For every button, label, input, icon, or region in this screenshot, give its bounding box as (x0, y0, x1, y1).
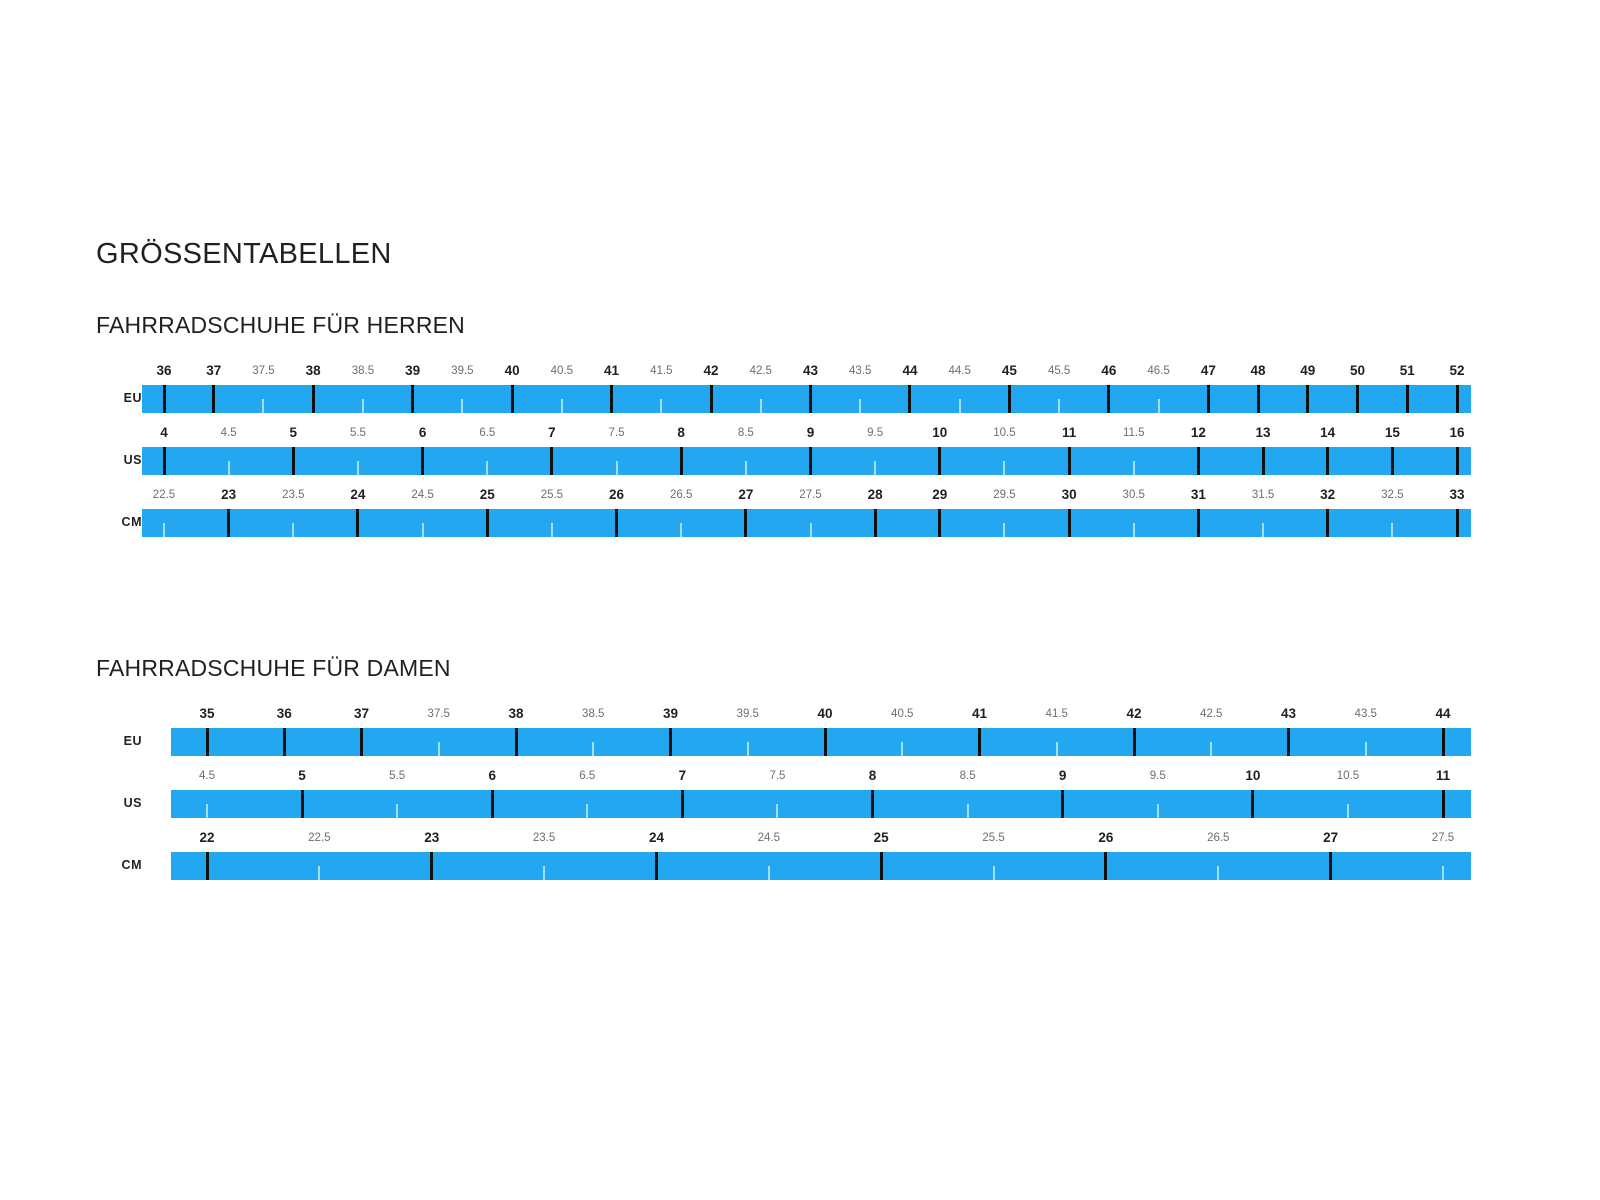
scale-tick-major (1356, 385, 1359, 413)
scale-tick-minor (561, 399, 563, 413)
scale-tick-major (1326, 447, 1329, 475)
scale-row-us (96, 425, 1516, 487)
scale-tick-label: 27 (738, 487, 754, 502)
scale-tick-major (1207, 385, 1210, 413)
scale-tick-label: 12 (1190, 425, 1206, 440)
scale-tick-minor (228, 461, 230, 475)
scale-tick-label: 29.5 (993, 489, 1016, 501)
scale-tick-major (511, 385, 514, 413)
scale-bar-wrap (96, 706, 1516, 768)
scale-tick-minor (1391, 523, 1393, 537)
scale-tick-major (938, 509, 941, 537)
scale-tick-label: 25 (479, 487, 495, 502)
scale-bar (142, 509, 1471, 537)
scale-tick-label: 4 (160, 425, 168, 440)
scale-tick-label: 4.5 (199, 770, 215, 782)
scale-tick-label: 40 (817, 706, 833, 721)
scale-tick-label: 32 (1320, 487, 1336, 502)
scale-tick-label: 5 (298, 768, 306, 783)
scale-tick-major (1442, 728, 1445, 756)
scale-tick-label: 6 (418, 425, 427, 440)
scale-tick-label: 9 (806, 425, 815, 440)
scale-tick-minor (1133, 461, 1135, 475)
scale-tick-minor (438, 742, 440, 756)
scale-tick-minor (967, 804, 969, 818)
scale-tick-label: 38 (508, 706, 524, 721)
scale-tick-label: 11.5 (1122, 427, 1145, 439)
scale-tick-major (710, 385, 713, 413)
scale-tick-major (908, 385, 911, 413)
scales-mens (96, 363, 1516, 549)
scale-row-cm (96, 830, 1516, 892)
scale-tick-label: 41.5 (650, 365, 673, 377)
scale-tick-label: 28 (867, 487, 883, 502)
scale-tick-major (411, 385, 414, 413)
scale-tick-minor (422, 523, 424, 537)
scale-bar (142, 447, 1471, 475)
scale-row-label: US (123, 796, 142, 810)
scale-tick-minor (586, 804, 588, 818)
scale-tick-label: 32.5 (1381, 489, 1404, 501)
scale-tick-label: 42.5 (749, 365, 772, 377)
scale-bar (171, 728, 1471, 756)
scale-tick-label: 24.5 (411, 489, 434, 501)
scale-tick-major (430, 852, 433, 880)
scale-tick-minor (1158, 399, 1160, 413)
scale-tick-label: 24.5 (757, 832, 781, 844)
scale-tick-label: 45.5 (1047, 365, 1071, 377)
scale-tick-label: 42.5 (1200, 708, 1223, 720)
scale-tick-minor (1003, 461, 1005, 475)
scale-tick-major (1406, 385, 1409, 413)
scale-tick-minor (616, 461, 618, 475)
scale-tick-label: 7 (678, 768, 687, 783)
scale-bar (171, 852, 1471, 880)
scale-tick-label: 5 (289, 425, 298, 440)
scale-tick-minor (292, 523, 294, 537)
scale-tick-major (1008, 385, 1011, 413)
scale-tick-minor (747, 742, 749, 756)
scale-tick-label: 42 (703, 363, 719, 378)
scale-tick-label: 37.5 (252, 365, 275, 377)
scale-tick-label: 8 (868, 768, 877, 783)
scale-tick-label: 24 (350, 487, 366, 502)
scale-tick-label: 6.5 (479, 427, 496, 439)
scale-tick-major (978, 728, 981, 756)
scale-tick-label: 30 (1061, 487, 1077, 502)
scale-tick-label: 25.5 (540, 489, 564, 501)
scale-tick-major (1197, 509, 1200, 537)
scale-tick-label: 43.5 (849, 365, 872, 377)
scale-tick-major (744, 509, 747, 537)
scale-row-eu (96, 363, 1516, 425)
scale-tick-major (681, 790, 684, 818)
scale-tick-label: 43.5 (1354, 708, 1377, 720)
scale-tick-major (360, 728, 363, 756)
scale-tick-major (1442, 790, 1445, 818)
scale-tick-major (1326, 509, 1329, 537)
scale-tick-minor (592, 742, 594, 756)
scale-tick-minor (163, 523, 165, 537)
scale-bar (171, 790, 1471, 818)
scale-tick-major (163, 385, 166, 413)
scale-tick-major (809, 447, 812, 475)
scale-tick-major (1262, 447, 1265, 475)
scale-tick-label: 50 (1350, 363, 1366, 378)
scale-tick-minor (768, 866, 770, 880)
scale-tick-major (292, 447, 295, 475)
scale-tick-major (1257, 385, 1260, 413)
scale-row-label: CM (121, 858, 142, 872)
scale-tick-major (491, 790, 494, 818)
scale-tick-label: 52 (1449, 363, 1465, 378)
scale-tick-minor (760, 399, 762, 413)
scale-tick-label: 8.5 (737, 427, 754, 439)
scale-tick-major (283, 728, 286, 756)
scale-tick-label: 42 (1126, 706, 1142, 721)
scale-tick-major (615, 509, 618, 537)
scale-tick-major (1306, 385, 1309, 413)
scale-tick-major (824, 728, 827, 756)
scale-tick-major (1197, 447, 1200, 475)
scale-tick-minor (993, 866, 995, 880)
scale-tick-label: 39 (662, 706, 679, 721)
scale-tick-major (871, 790, 874, 818)
scale-tick-label: 23.5 (532, 832, 556, 844)
scale-tick-major (1287, 728, 1290, 756)
scale-tick-minor (357, 461, 359, 475)
section-title-womens: FAHRRADSCHUHE FÜR DAMEN (96, 655, 451, 681)
scale-bar-wrap (96, 487, 1516, 549)
scale-tick-major (1068, 447, 1071, 475)
scale-tick-label: 15 (1384, 425, 1400, 440)
scale-tick-minor (318, 866, 320, 880)
scale-tick-minor (486, 461, 488, 475)
scale-tick-minor (1365, 742, 1367, 756)
scale-tick-label: 9 (1058, 768, 1067, 783)
scale-tick-label: 39 (405, 363, 421, 378)
section-title-mens: FAHRRADSCHUHE FÜR HERREN (96, 312, 465, 338)
scale-tick-label: 27.5 (1431, 832, 1455, 844)
scale-tick-label: 5.5 (349, 427, 366, 439)
scale-tick-label: 22 (199, 830, 215, 845)
scale-bar-wrap (96, 363, 1516, 425)
section-mens (96, 312, 1516, 549)
scale-tick-label: 41 (604, 363, 620, 378)
scale-tick-minor (262, 399, 264, 413)
scale-tick-minor (1210, 742, 1212, 756)
scale-tick-minor (1347, 804, 1349, 818)
scale-tick-label: 36 (156, 363, 172, 378)
scale-tick-label: 26.5 (1207, 832, 1230, 844)
scale-tick-label: 23 (221, 487, 237, 502)
scale-tick-minor (1262, 523, 1264, 537)
scale-tick-label: 22.5 (308, 832, 331, 844)
scale-tick-minor (1217, 866, 1219, 880)
scale-tick-label: 49 (1300, 363, 1316, 378)
scale-tick-label: 25 (873, 830, 889, 845)
scale-tick-label: 11 (1061, 425, 1077, 440)
scale-tick-minor (776, 804, 778, 818)
scale-tick-label: 13 (1255, 425, 1271, 440)
scale-tick-major (1061, 790, 1064, 818)
scale-tick-major (655, 852, 658, 880)
scale-bar-wrap (96, 768, 1516, 830)
section-womens (96, 655, 1516, 892)
scale-tick-minor (1133, 523, 1135, 537)
scale-tick-label: 40.5 (550, 365, 574, 377)
scale-tick-label: 10 (1245, 768, 1261, 783)
scale-tick-minor (1442, 866, 1444, 880)
scale-tick-label: 43 (802, 363, 819, 378)
scale-tick-major (610, 385, 613, 413)
scale-tick-label: 11 (1435, 768, 1451, 783)
scale-tick-label: 38.5 (351, 365, 375, 377)
scale-tick-label: 46.5 (1147, 365, 1170, 377)
scale-tick-major (1456, 509, 1459, 537)
scale-tick-label: 45 (1001, 363, 1017, 378)
scale-tick-major (206, 728, 209, 756)
scale-row-cm (96, 487, 1516, 549)
scale-tick-major (227, 509, 230, 537)
scale-tick-major (515, 728, 518, 756)
scale-tick-minor (874, 461, 876, 475)
scale-tick-label: 41 (971, 706, 988, 721)
scale-tick-major (880, 852, 883, 880)
scale-tick-label: 10 (932, 425, 948, 440)
scale-bar (142, 385, 1471, 413)
scale-tick-label: 6 (488, 768, 496, 783)
scale-tick-label: 8.5 (959, 770, 976, 782)
scale-tick-label: 22.5 (152, 489, 176, 501)
scale-tick-major (1251, 790, 1254, 818)
scale-tick-label: 38 (305, 363, 321, 378)
scale-tick-label: 37 (353, 706, 370, 721)
scale-tick-label: 26.5 (669, 489, 693, 501)
scale-tick-label: 37.5 (427, 708, 450, 720)
scale-row-eu (96, 706, 1516, 768)
scale-tick-label: 8 (677, 425, 685, 440)
scale-tick-major (206, 852, 209, 880)
scale-tick-major (809, 385, 812, 413)
scale-tick-minor (859, 399, 861, 413)
scale-tick-label: 39.5 (736, 708, 759, 720)
scale-tick-major (301, 790, 304, 818)
scale-tick-label: 46 (1101, 363, 1117, 378)
scale-tick-label: 41.5 (1045, 708, 1068, 720)
scale-tick-minor (1058, 399, 1060, 413)
scale-tick-minor (1003, 523, 1005, 537)
scale-tick-label: 30.5 (1122, 489, 1145, 501)
scale-tick-label: 44 (902, 363, 918, 378)
scale-tick-major (486, 509, 489, 537)
scale-tick-label: 29 (932, 487, 948, 502)
scale-tick-label: 44.5 (948, 365, 971, 377)
scale-tick-major (312, 385, 315, 413)
scale-tick-label: 23.5 (282, 489, 305, 501)
scale-tick-major (356, 509, 359, 537)
scale-tick-label: 27 (1323, 830, 1339, 845)
scale-tick-major (1133, 728, 1136, 756)
scale-tick-label: 48 (1250, 363, 1266, 378)
scale-tick-minor (810, 523, 812, 537)
scale-tick-label: 27.5 (799, 489, 822, 501)
scale-tick-major (550, 447, 553, 475)
scale-row-us (96, 768, 1516, 830)
scale-tick-minor (901, 742, 903, 756)
scale-tick-label: 10.5 (1336, 770, 1360, 782)
scale-tick-label: 16 (1449, 425, 1465, 440)
scale-tick-minor (396, 804, 398, 818)
scale-tick-label: 35 (199, 706, 215, 721)
scale-tick-minor (1056, 742, 1058, 756)
scale-tick-minor (745, 461, 747, 475)
scale-tick-label: 44 (1435, 706, 1451, 721)
scale-tick-label: 51 (1399, 363, 1415, 378)
scale-tick-label: 31.5 (1251, 489, 1275, 501)
scale-tick-label: 9.5 (1149, 770, 1166, 782)
scale-tick-major (680, 447, 683, 475)
scale-tick-major (1456, 447, 1459, 475)
scale-tick-major (421, 447, 424, 475)
scale-row-label: CM (121, 515, 142, 529)
scale-tick-major (1391, 447, 1394, 475)
scale-tick-label: 24 (648, 830, 664, 845)
scale-tick-label: 5.5 (389, 770, 406, 782)
scale-tick-major (1068, 509, 1071, 537)
scale-tick-minor (543, 866, 545, 880)
scale-tick-major (669, 728, 672, 756)
scale-tick-major (163, 447, 166, 475)
scale-tick-minor (680, 523, 682, 537)
scale-tick-label: 7.5 (769, 770, 786, 782)
scale-tick-major (1329, 852, 1332, 880)
scale-tick-label: 37 (206, 363, 222, 378)
scale-row-label: US (123, 453, 142, 467)
scale-tick-label: 25.5 (982, 832, 1005, 844)
scale-tick-minor (660, 399, 662, 413)
scale-tick-label: 40 (504, 363, 520, 378)
scale-tick-label: 10.5 (993, 427, 1016, 439)
scale-tick-major (1104, 852, 1107, 880)
scale-tick-label: 7.5 (608, 427, 625, 439)
scale-tick-major (1456, 385, 1459, 413)
scale-tick-major (1107, 385, 1110, 413)
scale-tick-major (212, 385, 215, 413)
scale-tick-major (938, 447, 941, 475)
scale-tick-label: 40.5 (891, 708, 914, 720)
page-title: GRÖSSENTABELLEN (96, 238, 392, 270)
scale-tick-label: 36 (276, 706, 292, 721)
scale-tick-label: 26 (609, 487, 625, 502)
scale-tick-label: 26 (1098, 830, 1114, 845)
scale-tick-label: 9.5 (867, 427, 884, 439)
scale-tick-minor (1157, 804, 1159, 818)
scale-tick-label: 31 (1190, 487, 1206, 502)
scale-tick-label: 7 (548, 425, 556, 440)
scale-tick-minor (551, 523, 553, 537)
scale-row-label: EU (123, 391, 142, 405)
scale-bar-wrap (96, 830, 1516, 892)
scale-row-label: EU (123, 734, 142, 748)
scale-tick-label: 14 (1320, 425, 1336, 440)
scale-tick-minor (362, 399, 364, 413)
scale-tick-minor (206, 804, 208, 818)
scale-tick-label: 33 (1449, 487, 1465, 502)
scale-tick-minor (461, 399, 463, 413)
scale-tick-major (874, 509, 877, 537)
scale-bar-wrap (96, 425, 1516, 487)
scale-tick-label: 4.5 (220, 427, 237, 439)
scale-tick-label: 6.5 (579, 770, 596, 782)
scale-tick-label: 38.5 (582, 708, 605, 720)
scale-tick-minor (959, 399, 961, 413)
scale-tick-label: 43 (1280, 706, 1297, 721)
scale-tick-label: 39.5 (451, 365, 474, 377)
scale-tick-label: 47 (1200, 363, 1216, 378)
scale-tick-label: 23 (424, 830, 440, 845)
scales-womens (96, 706, 1516, 892)
